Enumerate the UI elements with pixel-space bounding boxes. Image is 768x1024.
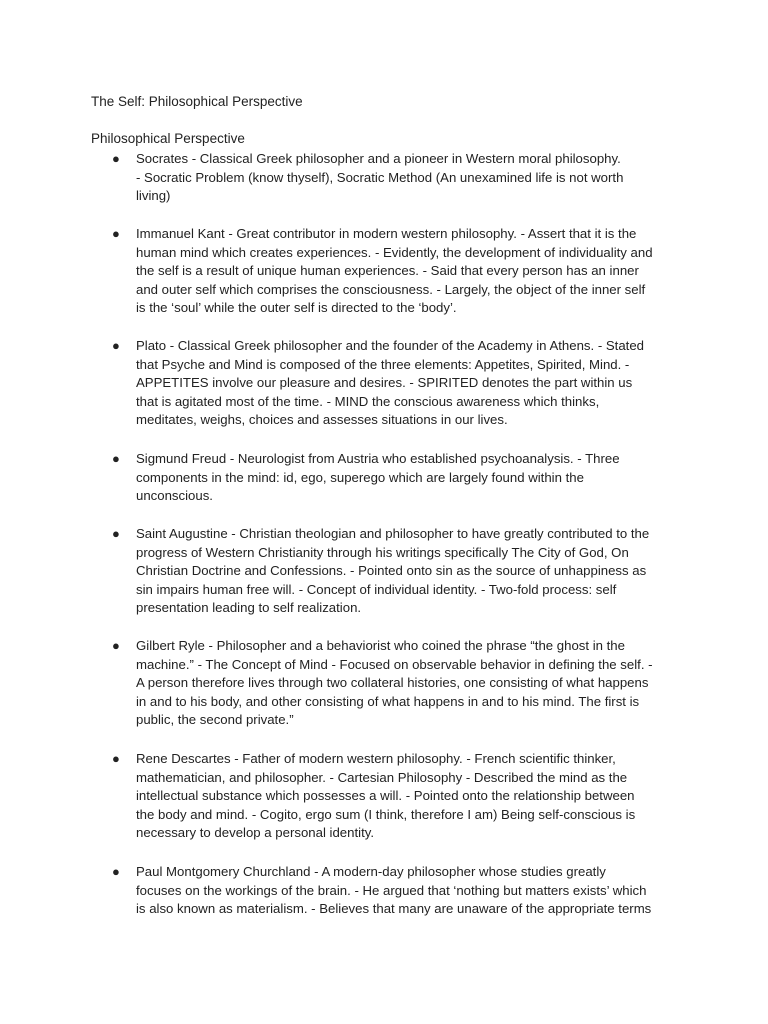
text-line: Immanuel Kant - Great contributor in modern western philosophy. - Assert that it is the [136,226,637,241]
text-line: necessary to develop a personal identity. [136,825,375,840]
text-line: the body and mind. - Cogito, ergo sum (I think, therefore I am) Being self-conscious is [136,806,636,822]
list-item-text [136,150,681,206]
list-item-text [136,863,681,919]
list-item-text [136,450,681,506]
bullet-icon: ● [112,751,120,766]
text-line: is the ‘soul’ while the outer self is directed to the ‘body’. [136,300,457,315]
text-line: - Socratic Problem (know thyself), Socratic Method (An unexamined life is not worth [136,169,624,185]
text-line: progress of Western Christianity through his writings specifically The City of God, On [136,544,629,560]
bullet-icon: ● [112,526,120,541]
text-line: Socrates - Classical Greek philosopher and a pioneer in Western moral philosophy. [136,151,621,166]
text-line: A person therefore lives through two collateral histories, one consisting of what happens [136,675,649,690]
document-title: The Self: Philosophical Perspective [91,94,303,109]
list-item-text [136,750,681,843]
text-line: sin impairs human free will. - Concept of individual identity. - Two-fold process: self [136,581,617,597]
text-line: living) [136,188,171,203]
bullet-icon: ● [112,151,120,166]
text-line: Paul Montgomery Churchland - A modern-day philosopher whose studies greatly [136,864,606,879]
section-heading: Philosophical Perspective [91,131,245,146]
text-line: Saint Augustine - Christian theologian and philosopher to have greatly contributed to the [136,526,650,541]
text-line: APPETITES involve our pleasure and desires. - SPIRITED denotes the part within us [136,375,633,390]
text-line: that Psyche and Mind is composed of the three elements: Appetites, Spirited, Mind. - [136,356,630,372]
text-line: Christian Doctrine and Confessions. - Pointed onto sin as the source of unhappiness as [136,563,647,578]
list-item-text [136,637,681,730]
bullet-icon: ● [112,638,120,653]
bullet-icon: ● [112,864,120,879]
bullet-icon: ● [112,338,120,353]
text-line: Sigmund Freud - Neurologist from Austria who established psychoanalysis. - Three [136,451,620,466]
text-line: unconscious. [136,488,213,503]
text-line: in and to his body, and other consisting of what happens in and to his mind. The first is [136,693,640,709]
list-item-text [136,525,681,618]
text-line: human mind which creates experiences. - Evidently, the development of individuality and [136,244,653,260]
text-line: that is agitated most of the time. - MIND the conscious awareness which thinks, [136,393,600,409]
text-line: intellectual substance which possesses a will. - Pointed onto the relationship between [136,788,635,803]
list-item-text [136,225,681,318]
text-line: public, the second private.” [136,712,294,727]
text-line: the self is a result of unique human experiences. - Said that every person has an inner [136,263,639,278]
text-line: presentation leading to self realization. [136,600,362,615]
text-line: mathematician, and philosopher. - Cartesian Philosophy - Described the mind as the [136,769,628,785]
text-line: focuses on the workings of the brain. - He argued that ‘nothing but matters exists’ which [136,882,647,898]
text-line: is also known as materialism. - Believes that many are unaware of the appropriate terms [136,901,652,916]
bullet-icon: ● [112,451,120,466]
text-line: Gilbert Ryle - Philosopher and a behaviorist who coined the phrase “the ghost in the [136,638,625,653]
text-line: meditates, weighs, choices and assesses situations in our lives. [136,412,508,427]
list-item-text [136,337,681,430]
text-line: Plato - Classical Greek philosopher and the founder of the Academy in Athens. - Stated [136,338,645,353]
bullet-icon: ● [112,226,120,241]
text-line: and outer self which comprises the consciousness. - Largely, the object of the inner self [136,281,646,297]
text-line: components in the mind: id, ego, superego which are largely found within the [136,469,584,485]
text-line: machine.” - The Concept of Mind - Focused on observable behavior in defining the self. - [136,656,653,672]
text-line: Rene Descartes - Father of modern western philosophy. - French scientific thinker, [136,751,616,766]
